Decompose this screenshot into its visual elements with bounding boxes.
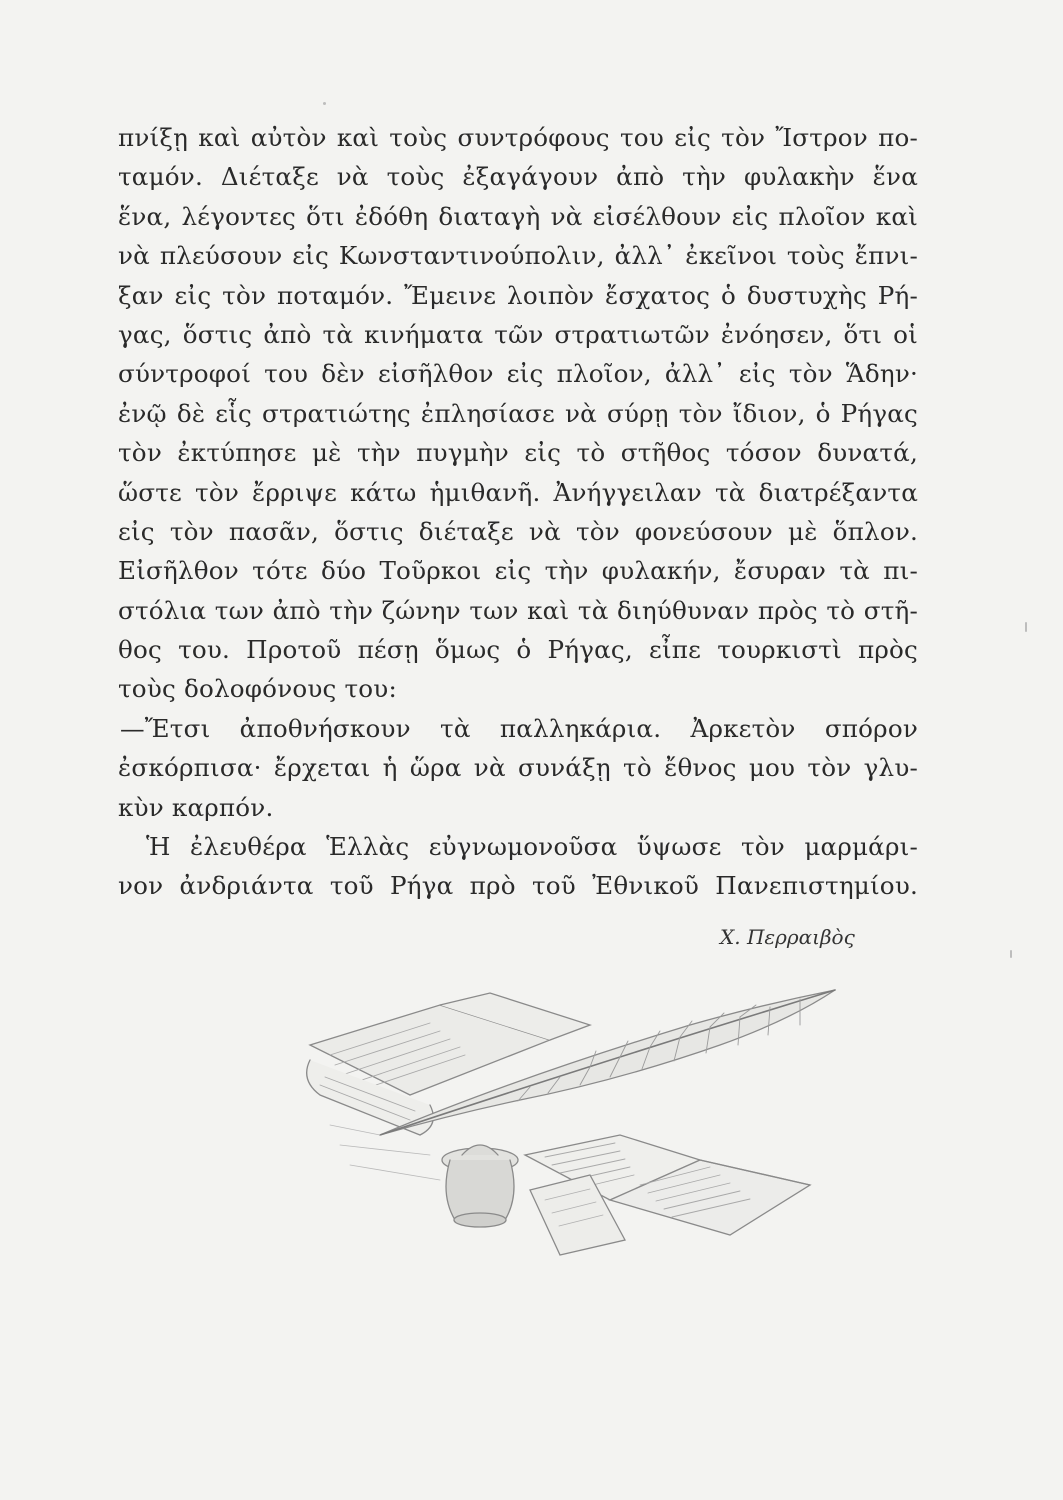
text-line: ταμόν. Διέταξε νὰ τοὺς ἐξαγάγουν ἀπὸ τὴν φυλακὴν ἕνα	[118, 162, 918, 192]
text-line: τοὺς δολοφόνους του:	[118, 674, 397, 704]
text-line: πνίξῃ καὶ αὐτὸν καὶ τοὺς συντρόφους του εἰς τὸν Ἴστρον πο-	[118, 123, 918, 152]
text-line: ἕνα, λέγοντες ὅτι ἐδόθη διαταγὴ νὰ εἰσέλθουν εἰς πλοῖον καὶ	[118, 201, 918, 231]
text-line: γας, ὅστις ἀπὸ τὰ κινήματα τῶν στρατιωτῶν ἐνόησεν, ὅτι οἱ	[118, 319, 918, 349]
paper-speck	[1025, 622, 1027, 632]
paper-speck	[1010, 950, 1012, 958]
text-line: σύντροφοί του δὲν εἰσῆλθον εἰς πλοῖον, ἀλλ᾽ εἰς τὸν Ἅδην·	[118, 359, 918, 389]
text-line: ξαν εἰς τὸν ποταμόν. Ἔμεινε λοιπὸν ἔσχατος ὁ δυστυχὴς Ρή-	[118, 280, 918, 310]
text-line: ἐσκόρπισα· ἔρχεται ἡ ὥρα νὰ συνάξῃ τὸ ἔθνος μου τὸν γλυ-	[118, 753, 918, 783]
paper-speck	[323, 102, 326, 105]
text-line: ἐνῷ δὲ εἷς στρατιώτης ἐπλησίασε νὰ σύρῃ τὸν ἴδιον, ὁ Ρήγας	[118, 398, 918, 428]
text-line: νον ἀνδριάντα τοῦ Ρήγα πρὸ τοῦ Ἐθνικοῦ Πανεπιστημίου.	[118, 871, 918, 901]
author-signature: Χ. Περραιβὸς	[720, 925, 855, 949]
text-line: στόλια των ἀπὸ τὴν ζώνην των καὶ τὰ διηύθυναν πρὸς τὸ στῆ-	[118, 595, 918, 625]
quill-sketch-icon	[290, 985, 850, 1260]
text-line: —Ἔτσι ἀποθνήσκουν τὰ παλληκάρια. Ἀρκετὸν σπόρον	[120, 713, 918, 743]
text-line: ὥστε τὸν ἔρριψε κάτω ἡμιθανῆ. Ἀνήγγειλαν τὰ διατρέξαντα	[118, 477, 918, 507]
text-line: νὰ πλεύσουν εἰς Κωνσταντινούπολιν, ἀλλ᾽ ἐκεῖνοι τοὺς ἔπνι-	[118, 241, 918, 271]
text-line: εἰς τὸν πασᾶν, ὅστις διέταξε νὰ τὸν φονεύσουν μὲ ὅπλον.	[118, 516, 918, 546]
text-line: Ἡ ἐλευθέρα Ἑλλὰς εὐγνωμονοῦσα ὕψωσε τὸν μαρμάρι-	[146, 832, 918, 862]
text-line: θος του. Προτοῦ πέσῃ ὅμως ὁ Ρήγας, εἶπε τουρκιστὶ πρὸς	[118, 635, 918, 665]
text-line: Εἰσῆλθον τότε δύο Τοῦρκοι εἰς τὴν φυλακήν, ἔσυραν τὰ πι-	[118, 556, 918, 586]
body-text	[118, 118, 918, 906]
text-line: τὸν ἐκτύπησε μὲ τὴν πυγμὴν εἰς τὸ στῆθος τόσον δυνατά,	[118, 438, 918, 468]
text-line: κὺν καρπόν.	[118, 792, 274, 822]
quill-and-papers-illustration	[290, 985, 850, 1260]
